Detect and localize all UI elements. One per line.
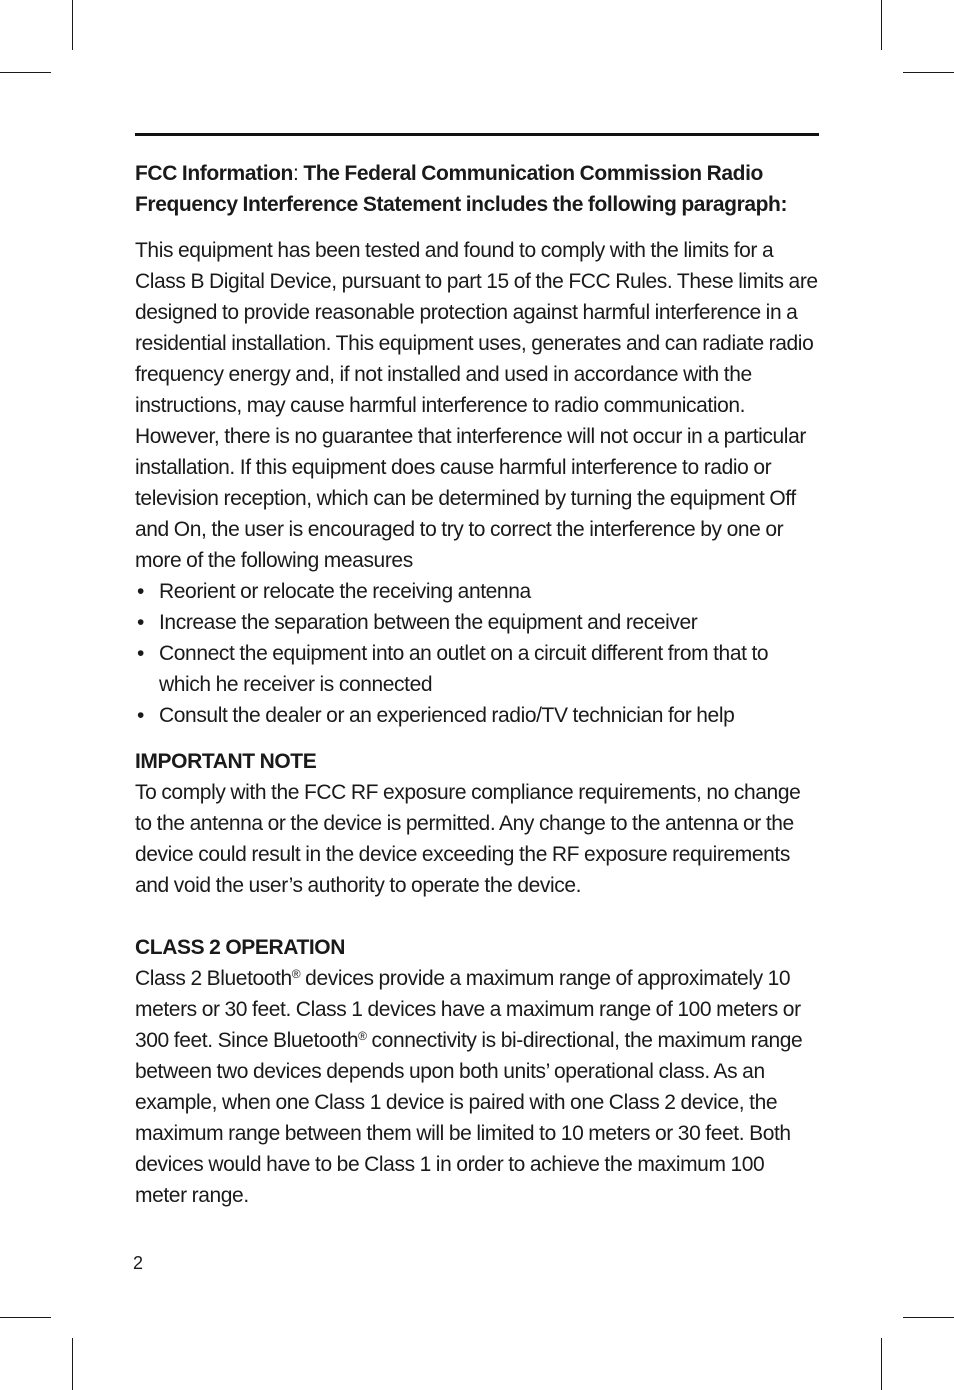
bullet-icon: • [137,580,144,603]
crop-mark-bottom-left-vertical [72,1338,73,1390]
class2-body-part-2: devices provide a maximum range of approximately 10 meters or 30 feet. Class 1 devices have a maximum range of 100 meters or 300 feet. Since Bluetooth [135,967,801,1052]
crop-mark-bottom-right-vertical [881,1338,882,1390]
page-number: 2 [133,1253,144,1273]
registered-mark: ® [291,967,301,981]
crop-mark-top-left-horizontal [0,72,51,73]
measures-list [135,576,819,731]
bullet-icon: • [137,642,144,665]
list-item-text: Consult the dealer or an experienced radio/TV technician for help [159,704,735,727]
class2-body-part-3: connectivity is bi-directional, the maximum range between two devices depends upon both units’ operational class. As an example, when one Class 1 device is paired with one Class 2 device, the maximum range between them will be limited to 10 meters or 30 feet. Both devices would have to be Class 1 in order to achieve the maximum 100 meter range. [135,1029,803,1207]
list-item [135,700,819,731]
important-note-body: To comply with the FCC RF exposure compliance requirements, no change to the antenna or the device is permitted. Any change to the antenna or the device could result in the device exceeding the RF exposure requirements and void the user’s authority to operate the device. [135,781,801,897]
list-item-text: Connect the equipment into an outlet on a circuit different from that to which he receiver is connected [159,642,769,696]
crop-mark-bottom-right-horizontal [903,1317,954,1318]
registered-mark: ® [358,1029,367,1043]
list-item-text: Increase the separation between the equipment and receiver [159,611,698,634]
important-note-heading: IMPORTANT NOTE [135,750,317,773]
class2-body-part-1: Class 2 Bluetooth [135,967,292,990]
list-item [135,576,819,607]
fcc-label: FCC Information [135,162,293,185]
fcc-statement: This equipment has been tested and found to comply with the limits for a Class B Digital Device, pursuant to part 15 of the FCC Rules. These limits are designed to provide reasonable protection against harmful interference in a residential installation. This equipment uses, generates and can radiate radio frequency energy and, if not installed and used in accordance with the instructions, may cause harmful interference to radio communication. However, there is no guarantee that interference will not occur in a particular installation. If this equipment does cause harmful interference to radio or television reception, which can be determined by turning the equipment Off and On, the user is encouraged to try to correct the interference by one or more of the following measures [135,239,818,572]
list-item [135,607,819,638]
document-body [135,158,819,1211]
class2-body [135,963,819,1211]
fcc-title: The Federal Communication Commission Radio Frequency Interference Statement includes the following paragraph: [135,162,788,216]
fcc-separator: : [292,162,299,185]
list-item-text: Reorient or relocate the receiving antenna [159,580,531,603]
fcc-heading [135,158,819,220]
bullet-icon: • [137,704,144,727]
top-rule [135,133,819,136]
crop-mark-top-right-vertical [881,0,882,50]
crop-mark-top-right-horizontal [903,72,954,73]
crop-mark-top-left-vertical [72,0,73,50]
bullet-icon: • [137,611,144,634]
crop-mark-bottom-left-horizontal [0,1317,51,1318]
list-item [135,638,819,700]
class2-heading: CLASS 2 OPERATION [135,936,346,959]
